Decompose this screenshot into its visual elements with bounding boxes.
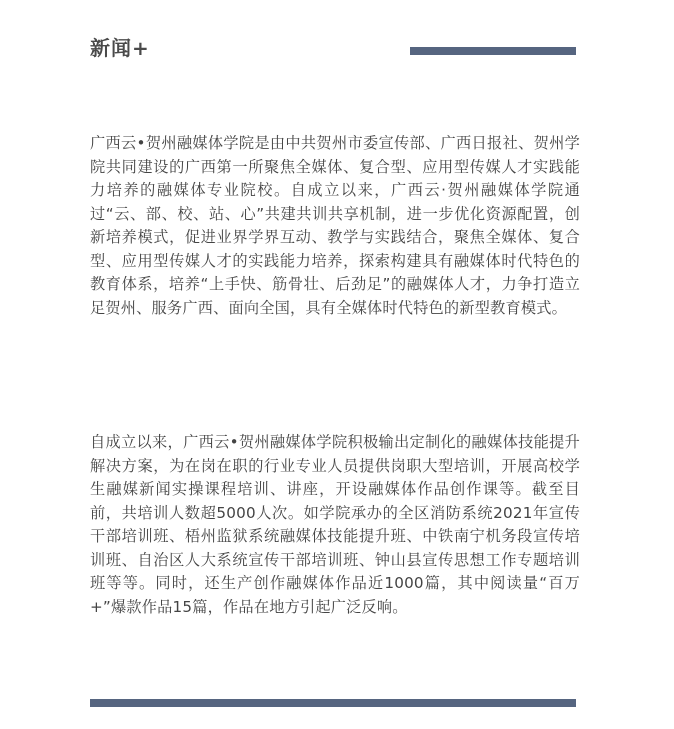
header-accent-bar bbox=[410, 47, 576, 55]
article-paragraph-1: 广西云•贺州融媒体学院是由中共贺州市委宣传部、广西日报社、贺州学院共同建设的广西第一所聚焦全媒体、复合型、应用型传媒人才实践能力培养的融媒体专业院校。自成立以来，广西云·贺州融媒体学院通过“云、部、校、站、心”共建共训共享机制，进一步优化资源配置，创新培养模式，促进业界学界互动、教学与实践结合，聚焦全媒体、复合型、应用型传媒人才的实践能力培养，探索构建具有融媒体时代特色的教育体系，培养“上手快、筋骨壮、后劲足”的融媒体人才，力争打造立足贺州、服务广西、面向全国，具有全媒体时代特色的新型教育模式。 bbox=[90, 134, 580, 317]
footer-accent-bar bbox=[90, 699, 576, 707]
section-title: 新闻+ bbox=[90, 36, 150, 60]
article-paragraph-2: 自成立以来，广西云•贺州融媒体学院积极输出定制化的融媒体技能提升解决方案，为在岗在职的行业专业人员提供岗职大型培训，开展高校学生融媒新闻实操课程培训、讲座，开设融媒体作品创作课等。截至目前，共培训人数超5000人次。如学院承办的全区消防系统2021年宣传干部培训班、梧州监狱系统融媒体技能提升班、中铁南宁机务段宣传培训班、自治区人大系统宣传干部培训班、钟山县宣传思想工作专题培训班等等。同时，还生产创作融媒体作品近1000篇，其中阅读量“百万+”爆款作品15篇，作品在地方引起广泛反响。 bbox=[90, 433, 580, 616]
